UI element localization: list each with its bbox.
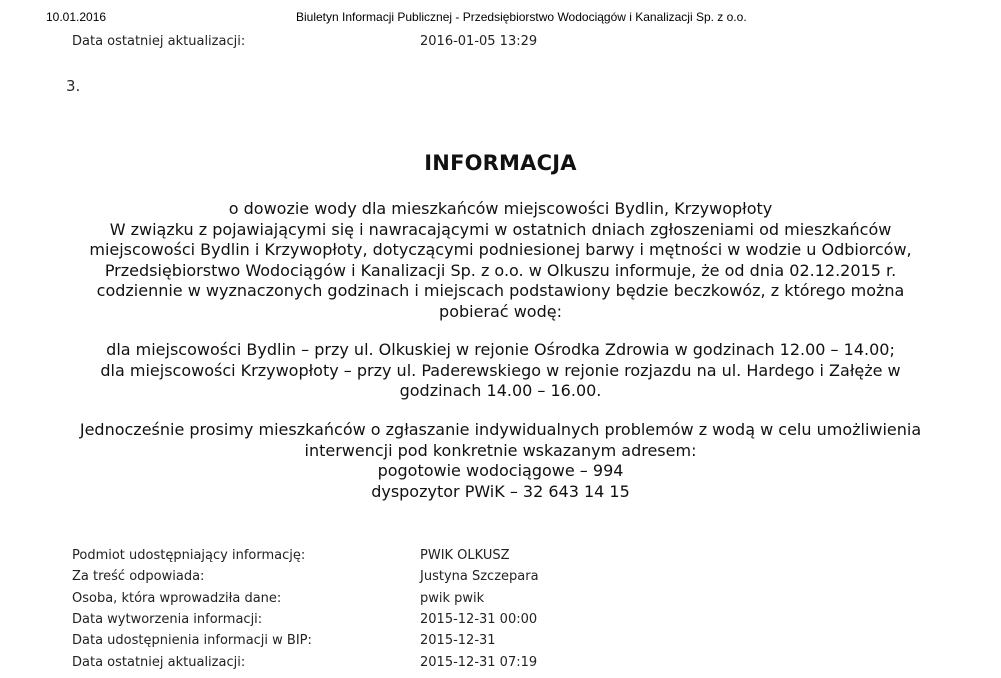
- location-line: dla miejscowości Bydlin – przy ul. Olkuskiej w rejonie Ośrodka Zdrowia w godzinach 12.00 – 14.00;: [106, 340, 895, 359]
- metadata-value: Justyna Szczepara: [420, 569, 539, 585]
- metadata-value: 2015-12-31: [420, 633, 496, 649]
- document-title: INFORMACJA: [424, 151, 577, 176]
- metadata-row: [72, 630, 592, 651]
- water-delivery-locations: [40, 340, 961, 402]
- metadata-label: Data wytworzenia informacji:: [72, 611, 263, 627]
- metadata-label: Data udostępnienia informacji w BIP:: [72, 633, 312, 649]
- metadata-row: [72, 588, 592, 609]
- announcement-line: pobierać wodę:: [439, 301, 562, 321]
- metadata-row: [72, 545, 592, 566]
- metadata-label: Podmiot udostępniający informację:: [72, 548, 306, 563]
- contact-line: pogotowie wodociągowe – 994: [377, 461, 624, 480]
- metadata-label: Osoba, która wprowadziła dane:: [72, 590, 282, 606]
- top-last-update-value: 2016-01-05 13:29: [420, 34, 538, 49]
- metadata-value: pwik pwik: [420, 590, 485, 606]
- location-line: godzinach 14.00 – 16.00.: [399, 381, 602, 400]
- top-last-update-label: Data ostatniej aktualizacji:: [72, 34, 246, 49]
- contact-line: Jednocześnie prosimy mieszkańców o zgłaszanie indywidualnych problemów z wodą w celu umożliwienia: [79, 420, 922, 439]
- print-date: 10.01.2016: [46, 10, 107, 24]
- metadata-value: 2015-12-31 00:00: [420, 611, 538, 627]
- print-header: [46, 9, 987, 25]
- top-last-update-row: [72, 32, 592, 52]
- contact-line: dyspozytor PWiK – 32 643 14 15: [371, 481, 630, 501]
- metadata-value: PWIK OLKUSZ: [420, 548, 510, 563]
- metadata-row: [72, 566, 592, 587]
- announcement-body: [40, 199, 961, 322]
- metadata-row: [72, 609, 592, 630]
- metadata-label: Data ostatniej aktualizacji:: [72, 654, 246, 670]
- print-page-title: Biuletyn Informacji Publicznej - Przedsiębiorstwo Wodociągów i Kanalizacji Sp. z o.o.: [296, 10, 747, 24]
- section-number: 3.: [66, 77, 81, 95]
- contact-information: [40, 420, 961, 502]
- announcement-line: W związku z pojawiającymi się i nawracającymi w ostatnich dniach zgłoszeniami od mieszkańców: [109, 219, 892, 239]
- announcement-line: miejscowości Bydlin i Krzywopłoty, dotyczącymi podniesionej barwy i mętności w wodzie u Odbiorców,: [89, 240, 912, 259]
- contact-line: interwencji pod konkretnie wskazanym adresem:: [304, 440, 697, 460]
- announcement-line: Przedsiębiorstwo Wodociągów i Kanalizacji Sp. z o.o. w Olkuszu informuje, że od dnia 02.12.2015 r.: [104, 260, 897, 280]
- metadata-label: Za treść odpowiada:: [72, 569, 205, 585]
- location-line: dla miejscowości Krzywopłoty – przy ul. Paderewskiego w rejonie rozjazdu na ul. Hardego i Załęże w: [100, 360, 901, 380]
- announcement-subtitle: o dowozie wody dla mieszkańców miejscowości Bydlin, Krzywopłoty: [228, 199, 773, 218]
- metadata-value: 2015-12-31 07:19: [420, 654, 538, 670]
- announcement-line: codziennie w wyznaczonych godzinach i miejscach podstawiony będzie beczkowóz, z którego można: [96, 281, 905, 300]
- metadata-row: [72, 652, 592, 673]
